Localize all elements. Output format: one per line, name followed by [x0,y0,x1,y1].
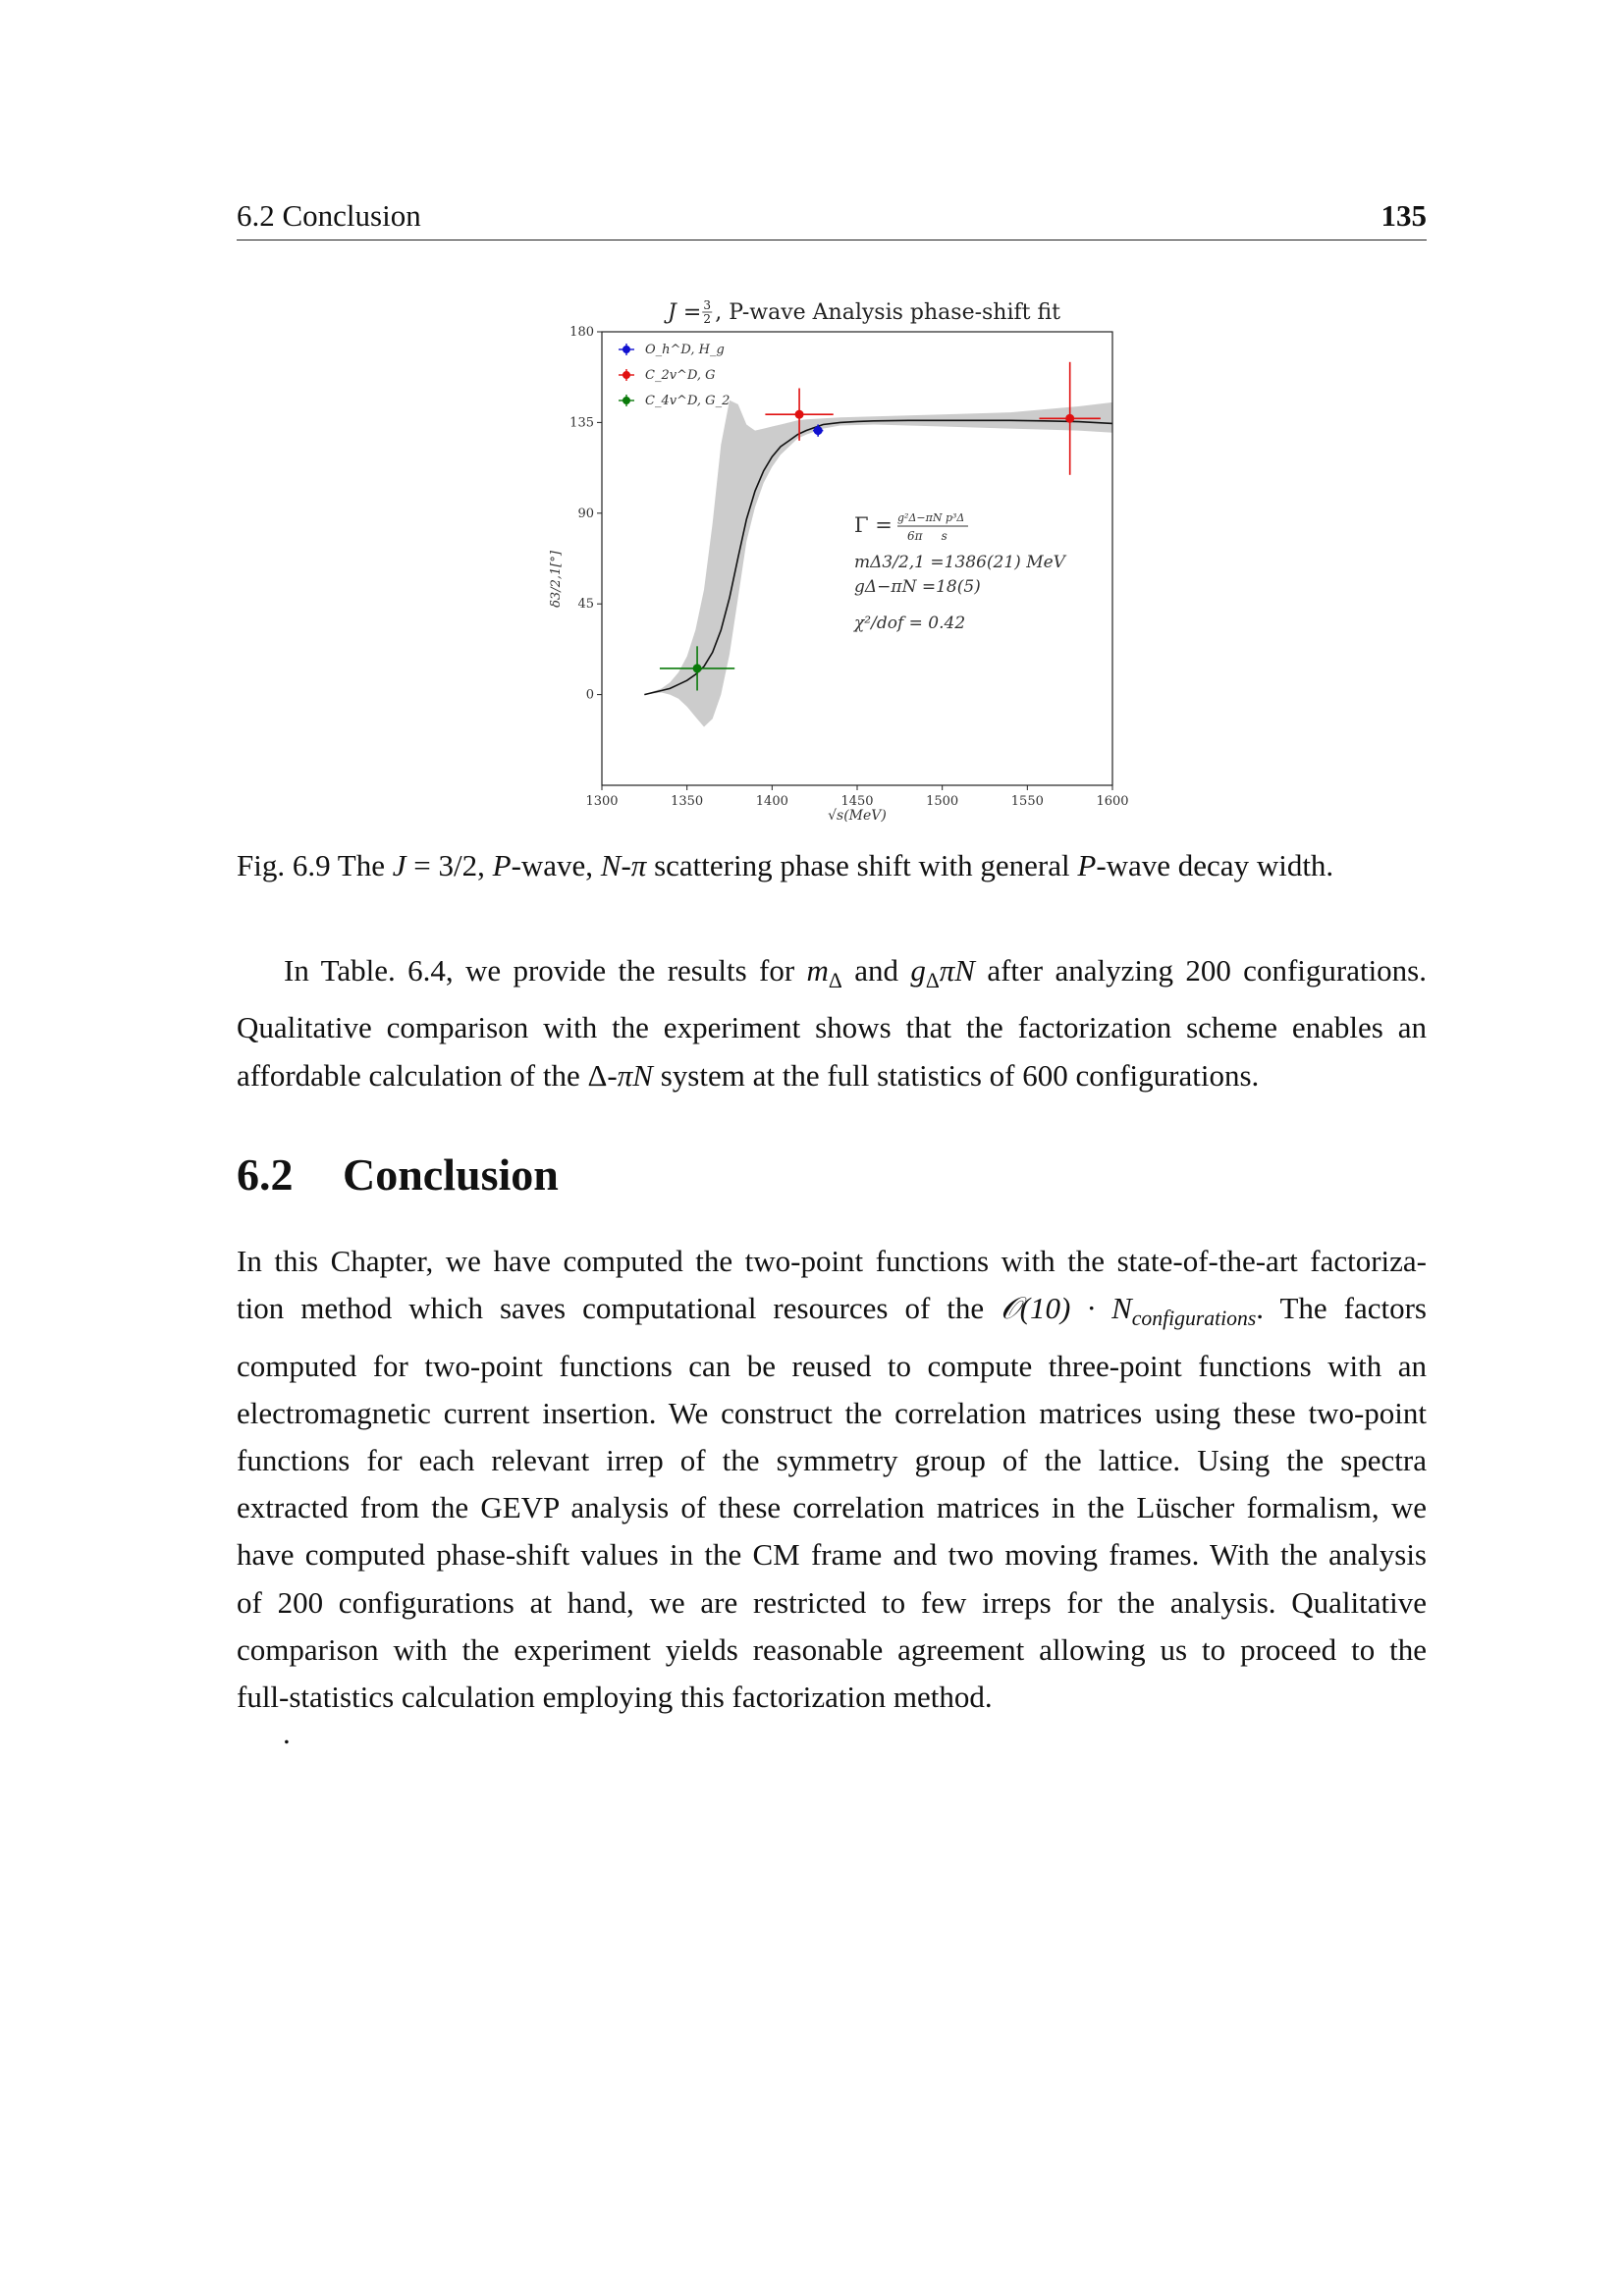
results-line-2: Qualitative comparison with the experiment shows that the factorization scheme enables an [237,1010,1427,1045]
x-tick-label: 1500 [926,794,959,809]
legend-label-oh: O_h^D, H_g [645,343,725,357]
results-line-1 [237,947,1427,1004]
running-header [237,194,1427,240]
figure-caption [237,846,1427,885]
caption-middle: scattering phase shift with general [646,848,1078,882]
x-tick-label: 1400 [755,794,788,809]
gamma-lhs: Γ = [854,513,893,537]
title-suffix: , P-wave Analysis phase-shift fit [715,300,1061,325]
results-l1a: In Table. 6.4, we provide the results for [284,953,807,988]
section-number: 6.2 [237,1149,294,1200]
results-l3b: system at the full statistics of 600 configurations. [652,1057,1260,1093]
section-heading [237,1148,559,1201]
big-o-expression: 𝒪(10) · N [1001,1291,1132,1326]
legend-label-c4v: C_4v^D, G_2 [645,394,731,408]
x-tick-label: 1550 [1010,794,1044,809]
chart-title [664,300,701,325]
trailing-dot: . [283,1716,291,1750]
results-l3-pin: πN [617,1057,653,1093]
caption-end: -wave decay width. [1096,848,1334,882]
m-symbol: m [806,953,829,988]
point-marker [795,410,804,419]
results-paragraph [237,947,1427,1099]
caption-j: J [392,848,406,882]
x-tick-label: 1300 [585,794,619,809]
chi2-annotation: χ²/dof = 0.42 [854,614,966,633]
conclusion-line-3: computed for two-point functions can be reused to compute three-point functions with an [237,1348,1427,1383]
caption-p: P [492,848,512,882]
legend-entry-c4v [619,394,730,408]
conclusion-line-6: extracted from the GEVP analysis of these correlation matrices in the Lüscher formalism, we [237,1490,1427,1525]
conclusion-line-10: full-statistics calculation employing this factorization method. [237,1680,993,1715]
pin-symbol: πN [939,953,975,988]
conclusion-l2a: tion method which saves computational resources of the [237,1291,1001,1326]
point-marker [814,426,823,435]
caption-n: N [600,848,622,882]
mass-annotation: mΔ3/2,1 =1386(21) MeV [854,553,1065,572]
y-tick-label: 45 [577,597,594,613]
header-section-title: 6.2 Conclusion [237,198,421,233]
g-delta-sub: Δ [925,969,940,993]
conclusion-line-9: comparison with the experiment yields reasonable agreement allowing us to proceed to the [237,1631,1427,1667]
results-l1b: after analyzing 200 configurations. [975,953,1427,988]
fit-annotations [853,511,1067,633]
title-frac-num: 3 [703,298,712,312]
legend-entry-c2v [619,368,716,383]
legend-marker-green [623,397,630,404]
conclusion-line-2 [237,1285,1427,1342]
g-symbol: g [910,953,926,988]
data-point [1039,362,1100,475]
conclusion-paragraph [237,1238,1427,1721]
phase-shift-figure [520,285,1129,834]
x-axis-label: √s(MeV) [828,808,887,824]
conclusion-line-7: have computed phase-shift values in the CM frame and two moving frames. With the analysis [237,1537,1427,1573]
title-frac-den: 2 [703,312,712,326]
results-and: and [841,953,911,988]
point-marker [1065,414,1074,423]
m-delta-sub: Δ [828,969,842,993]
gamma-numerator: g²Δ−πN p³Δ [897,511,965,524]
section-title-text: Conclusion [343,1149,559,1200]
legend-label-c2v: C_2v^D, G [645,368,716,383]
gamma-denominator: 6π s [907,529,947,543]
x-tick-label: 1450 [840,794,874,809]
legend-entry-oh [619,343,725,357]
legend-marker-red [623,371,630,379]
conclusion-line-5: functions for each relevant irrep of the symmetry group of the lattice. Using the spectra [237,1443,1427,1477]
results-l3a: affordable calculation of the Δ- [237,1057,618,1093]
x-tick-label: 1600 [1096,794,1129,809]
caption-j-value: = 3/2, [406,848,493,882]
caption-p2: P [1077,848,1097,882]
y-tick-label: 0 [585,687,594,703]
y-tick-label: 90 [577,506,594,521]
title-prefix: J = [668,300,702,325]
y-axis-label: δ3/2,1[°] [549,551,564,608]
y-tick-label: 180 [569,325,594,340]
conclusion-l2b: . The factors [1256,1291,1427,1326]
conclusion-line-8: of 200 configurations at hand, we are restricted to few irreps for the analysis. Qualitative [237,1584,1427,1620]
results-line-3 [237,1052,1427,1099]
conclusion-line-1: In this Chapter, we have computed the two-point functions with the state-of-the-art factoriza- [237,1244,1427,1278]
coupling-annotation: gΔ−πN =18(5) [854,577,981,597]
y-tick-label: 135 [569,415,594,431]
conclusion-line-4: electromagnetic current insertion. We construct the correlation matrices using these two-point [237,1395,1427,1430]
page-number: 135 [1380,198,1427,233]
legend-marker-blue [623,346,630,353]
x-tick-label: 1350 [671,794,704,809]
point-marker [693,664,702,672]
caption-wave: -wave, [511,848,601,882]
configurations-sub: configurations [1131,1307,1257,1331]
caption-prefix: Fig. 6.9 The [237,848,393,882]
caption-pi: -π [621,848,647,882]
legend [619,343,730,408]
